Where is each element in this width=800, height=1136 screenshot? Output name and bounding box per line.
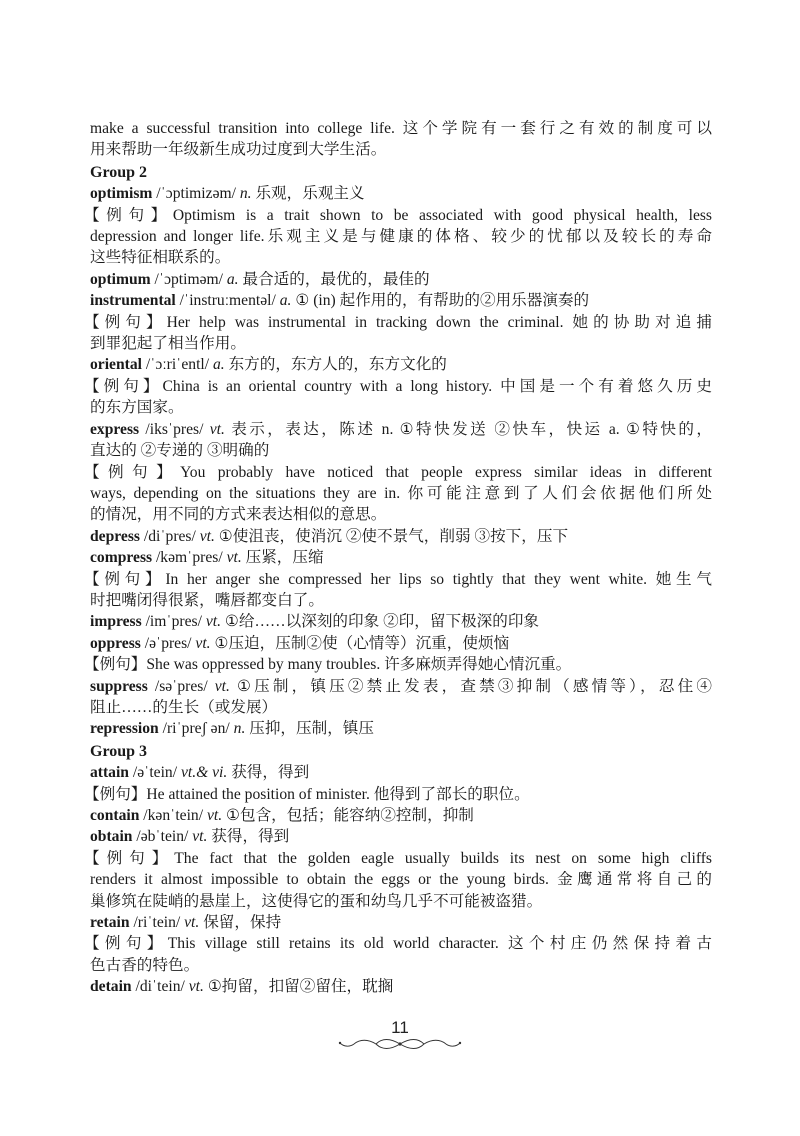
example-sentence: 【例句】She was oppressed by many troubles. 许多麻烦弄得她心情沉重。	[84, 656, 572, 674]
word-entry	[90, 805, 712, 826]
word-entry	[90, 912, 712, 933]
word-entry	[90, 290, 712, 311]
text-line: renders it almost impossible to obtain the eggs or the young birds. 金鹰通常将自己的	[90, 871, 712, 889]
headword: optimism	[90, 185, 153, 203]
text-line: 阻止……的生长（或发展）	[90, 698, 278, 716]
example-sentence: 【例句】You probably have noticed that people express similar ideas in different	[84, 463, 712, 481]
text-line: depression and longer life.乐观主义是与健康的体格、较少的忧郁以及较长的寿命	[90, 228, 712, 246]
example-sentence: 【例句】This village still retains its old world character. 这个村庄仍然保持着古	[84, 935, 712, 953]
part-of-speech: vt.	[214, 677, 230, 695]
headword: retain	[90, 914, 130, 932]
example-sentence: 【例句】Optimism is a trait shown to be associated with good physical health, less	[84, 206, 712, 224]
headword: instrumental	[90, 292, 176, 310]
word-entry	[90, 269, 712, 290]
example-sentence: 【例句】Her help was instrumental in tracking down the criminal. 她的协助对追捕	[84, 313, 712, 331]
part-of-speech: vt.	[205, 613, 221, 631]
phonetic: /ˈɔptimizəm/	[152, 185, 240, 203]
text-line: 的情况，用不同的方式来表达相似的意思。	[90, 506, 387, 524]
definition: 压抑，压制，镇压	[245, 720, 374, 738]
definition: 保留，保持	[199, 914, 282, 932]
phonetic: /ˈinstruːmentəl/	[175, 292, 280, 310]
phonetic: /iksˈpres/	[139, 420, 210, 438]
definition: ①压制，镇压②禁止发表，查禁③抑制（感情等），忍住④	[229, 677, 712, 695]
phonetic: /ˈɔptiməm/	[150, 270, 227, 288]
text-line: make a successful transition into college life. 这个学院有一套行之有效的制度可以	[90, 120, 712, 137]
definition: 获得，得到	[227, 764, 310, 782]
definition: ①拘留，扣留②留住，耽搁	[203, 978, 394, 996]
phonetic: /əˈpres/	[140, 634, 196, 652]
phonetic: /səˈpres/	[147, 677, 215, 695]
text-line: 时把嘴闭得很紧，嘴唇都变白了。	[90, 591, 324, 609]
word-entry	[90, 526, 712, 547]
definition: ① (in) 起作用的，有帮助的②用乐器演奏的	[291, 292, 590, 310]
definition: 乐观，乐观主义	[251, 185, 365, 203]
headword: oppress	[90, 634, 141, 652]
headword: contain	[90, 807, 140, 824]
headword: repression	[90, 720, 159, 738]
headword: detain	[90, 978, 132, 996]
phonetic: /riˈpreʃ ən/	[158, 720, 234, 738]
phonetic: /əbˈtein/	[132, 828, 193, 846]
part-of-speech: vt.	[199, 527, 215, 545]
phonetic: /diˈpres/	[139, 527, 200, 545]
word-entry	[90, 419, 712, 440]
word-entry	[90, 183, 712, 204]
part-of-speech: a.	[279, 292, 292, 310]
headword: oriental	[90, 356, 142, 374]
example-sentence: 【例句】In her anger she compressed her lips so tightly that they went white. 她生气	[84, 570, 712, 588]
text-line: 直达的 ②专递的 ③明确的	[90, 442, 270, 460]
dictionary-page-body	[84, 118, 712, 998]
part-of-speech: vt.	[195, 634, 211, 652]
word-entry	[90, 976, 712, 997]
text-line: 巢修筑在陡峭的悬崖上，这使得它的蛋和幼鸟几乎不可能被盗猎。	[90, 892, 543, 910]
part-of-speech: n.	[233, 720, 246, 738]
word-entry	[90, 826, 712, 847]
ornament-flourish-icon	[330, 1036, 470, 1052]
definition: 最合适的，最优的，最佳的	[238, 270, 430, 288]
phonetic: /kənˈtein/	[139, 807, 207, 824]
group-heading: Group 3	[90, 742, 148, 760]
definition: ①使沮丧，使消沉 ②使不景气，削弱 ③按下，压下	[214, 527, 569, 545]
word-entry	[90, 633, 712, 654]
word-entry	[90, 611, 712, 632]
phonetic: /riˈtein/	[129, 914, 185, 932]
group-heading: Group 2	[90, 163, 148, 181]
text-line: 到罪犯起了相当作用。	[90, 335, 246, 353]
text-line: 这些特征相联系的。	[90, 249, 231, 267]
part-of-speech: vt.	[184, 914, 200, 932]
definition: ①压迫，压制②使（心情等）沉重，使烦恼	[210, 634, 510, 652]
text-line: 色古香的特色。	[90, 956, 200, 974]
text-line: 的东方国家。	[90, 399, 184, 417]
phonetic: /ˈɔːriˈentl/	[141, 356, 213, 374]
example-sentence: 【例句】The fact that the golden eagle usually builds its nest on some high cliffs	[84, 849, 712, 867]
word-entry	[90, 718, 712, 739]
word-entry	[90, 547, 712, 568]
phonetic: /kəmˈpres/	[152, 549, 227, 567]
part-of-speech: vt.	[209, 420, 225, 438]
phonetic: /diˈtein/	[131, 978, 189, 996]
part-of-speech: vt.	[192, 828, 208, 846]
part-of-speech: a.	[212, 356, 225, 374]
definition: ①包含，包括；能容纳②控制，抑制	[222, 807, 474, 824]
page-number: 11	[391, 1018, 409, 1037]
headword: obtain	[90, 828, 133, 846]
page-footer	[0, 1018, 800, 1052]
part-of-speech: vt.	[226, 549, 242, 567]
text-line: ways, depending on the situations they are in. 你可能注意到了人们会依据他们所处	[90, 484, 712, 502]
headword: compress	[90, 549, 153, 567]
word-entry	[90, 676, 712, 697]
headword: impress	[90, 613, 142, 631]
word-entry	[90, 354, 712, 375]
definition: 压紧，压缩	[241, 549, 324, 567]
definition: 表示，表达，陈述 n. ①特快发送 ②快车，快运 a. ①特快的，	[224, 420, 712, 438]
definition: 东方的，东方人的，东方文化的	[224, 356, 447, 374]
part-of-speech: vt.	[188, 978, 204, 996]
phonetic: /imˈpres/	[141, 613, 206, 631]
example-sentence: 【例句】China is an oriental country with a long history. 中国是一个有着悠久历史	[84, 377, 712, 395]
definition: ①给……以深刻的印象 ②印，留下极深的印象	[220, 613, 540, 631]
headword: suppress	[90, 677, 148, 695]
word-entry	[90, 762, 712, 783]
headword: express	[90, 420, 140, 438]
part-of-speech: n.	[239, 185, 252, 203]
part-of-speech: vt.	[206, 807, 223, 824]
part-of-speech: vt.& vi.	[180, 764, 228, 782]
headword: attain	[90, 764, 129, 782]
text-line: 用来帮助一年级新生成功过度到大学生活。	[90, 141, 387, 159]
headword: optimum	[90, 270, 151, 288]
definition: 获得，得到	[207, 828, 290, 846]
example-sentence: 【例句】He attained the position of minister. 他得到了部长的职位。	[84, 785, 530, 803]
phonetic: /əˈtein/	[128, 764, 181, 782]
part-of-speech: a.	[226, 270, 239, 288]
headword: depress	[90, 527, 140, 545]
